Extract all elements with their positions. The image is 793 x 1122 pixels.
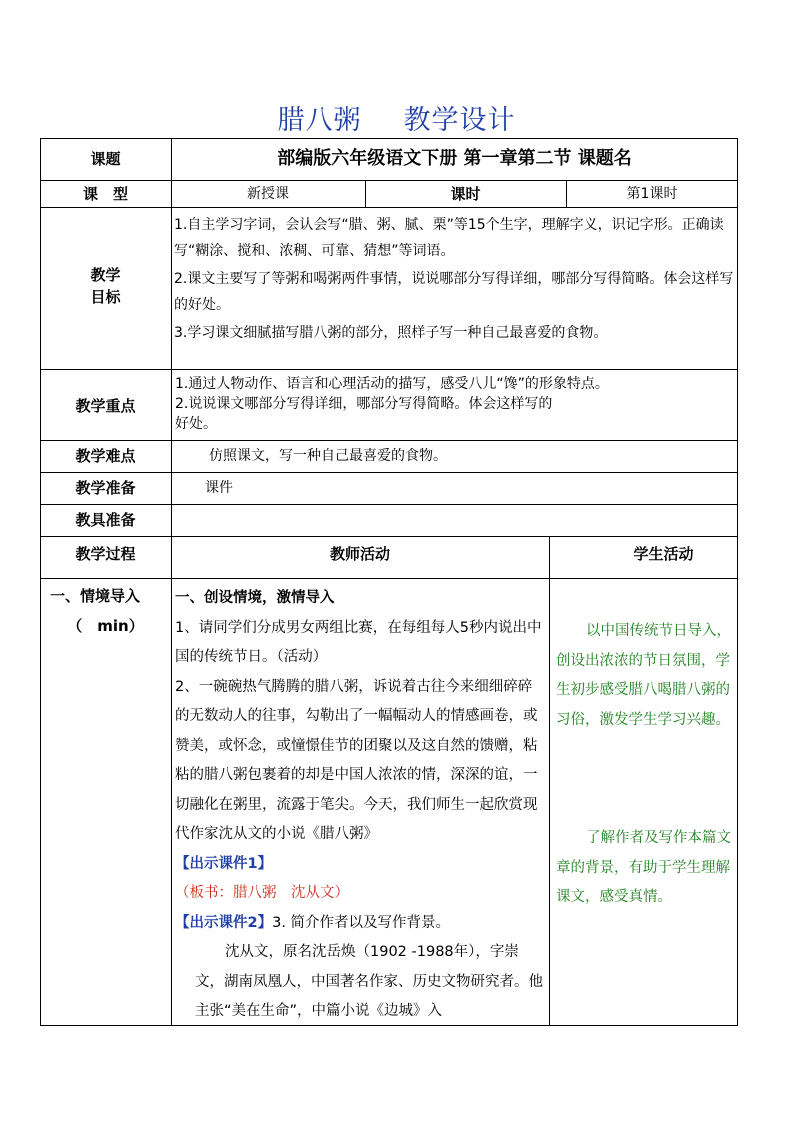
goals-content [174, 212, 734, 346]
key-label: 教学重点 [75, 397, 136, 415]
page-title [0, 98, 793, 137]
row-divider [40, 536, 738, 537]
student-activity-header: 学生活动 [633, 545, 694, 563]
type-label: 课 型 [82, 185, 128, 203]
student-activity-2: 了解作者及写作本篇文章的背景，有助于学生理解课文，感受真情。 [556, 830, 731, 905]
key-point: 1.通过人物动作、语言和心理活动的描写，感受八儿“馋”的形象特点。 [175, 376, 609, 392]
hours-value: 第1课时 [626, 186, 678, 202]
title-part-1: 腊八粥 [277, 105, 362, 136]
prep-value: 课件 [205, 480, 233, 496]
col-divider [549, 536, 550, 1026]
type-value: 新授课 [247, 186, 289, 202]
goal-item: 1.自主学习字词，会认会写“腊、粥、腻、栗”等15个生字，理解字义，识记字形。正确读写“糊涂、搅和、浓稠、可靠、猜想”等词语。 [174, 217, 724, 259]
row-divider [40, 472, 738, 473]
teacher-heading: 一、创设情境，激情导入 [175, 590, 335, 606]
goals-label [40, 264, 171, 308]
difficulty-label: 教学难点 [75, 447, 136, 465]
show-slide-2: 【出示课件2】 [175, 914, 273, 931]
teacher-activity [175, 584, 545, 1027]
title-part-2: 教学设计 [403, 105, 516, 136]
row-divider [40, 207, 738, 208]
teacher-paragraph [175, 909, 545, 939]
key-content [175, 374, 733, 434]
key-point: 好处。 [175, 416, 217, 432]
board-writing: （板书：腊八粥 沈从文） [175, 885, 349, 901]
author-intro-heading: 3. 简介作者以及写作背景。 [272, 914, 451, 931]
col-divider [171, 138, 172, 1026]
topic-value: 部编版六年级语文下册 第一章第二节 课题名 [277, 148, 632, 169]
topic-label: 课题 [90, 150, 121, 168]
stage-title: 一、情境导入 [50, 587, 141, 605]
difficulty-value: 仿照课文，写一种自己最喜爱的食物。 [209, 448, 447, 464]
goal-item: 2.课文主要写了等粥和喝粥两件事情，说说哪部分写得详细，哪部分写得简略。体会这样写的好处。 [174, 271, 734, 313]
stage-time: （ min） [67, 617, 144, 635]
teacher-paragraph: 2、一碗碗热气腾腾的腊八粥，诉说着古往今来细细碎碎的无数动人的往事，勾勒出了一幅幅动人的情感画卷，或赞美，或怀念，或憧憬佳节的团聚以及这自然的馈赠，粘粘的腊八粥包裹着的却是中国人浓浓的情，深深的谊，一切融化在粥里，流露于笔尖。今天，我们师生一起欣赏现代作家沈从文的小说《腊八粥》 [175, 678, 538, 842]
prep-label: 教学准备 [75, 479, 136, 497]
goal-item: 3.学习课文细腻描写腊八粥的部分，照样子写一种自己最喜爱的食物。 [174, 325, 608, 341]
student-activity-1: 以中国传统节日导入，创设出浓浓的节日氛围，学生初步感受腊八喝腊八粥的习俗，激发学生学习兴趣。 [556, 623, 731, 728]
goals-label-line-1: 教学 [90, 266, 121, 284]
hours-label: 课时 [450, 185, 481, 203]
row-divider [40, 180, 738, 181]
goals-label-line-2: 目标 [90, 288, 121, 306]
row-divider [40, 578, 738, 579]
show-slide-1: 【出示课件1】 [175, 855, 273, 872]
process-header: 教学过程 [75, 545, 136, 563]
key-point: 2.说说课文哪部分写得详细，哪部分写得简略。体会这样写的 [175, 396, 553, 412]
row-divider [40, 504, 738, 505]
row-divider [40, 369, 738, 370]
teacher-paragraph: 沈从文，原名沈岳焕（1902 -1988年），字崇文，湖南凤凰人，中国著名作家、历史文物研究者。他主张“美在生命”，中篇小说《边城》入 [195, 944, 543, 1019]
row-divider [40, 440, 738, 441]
teacher-paragraph: 1、请同学们分成男女两组比赛，在每组每人5秒内说出中国的传统节日。（活动） [175, 619, 542, 665]
teacher-activity-header: 教师活动 [329, 545, 390, 563]
tools-label: 教具准备 [75, 511, 136, 529]
